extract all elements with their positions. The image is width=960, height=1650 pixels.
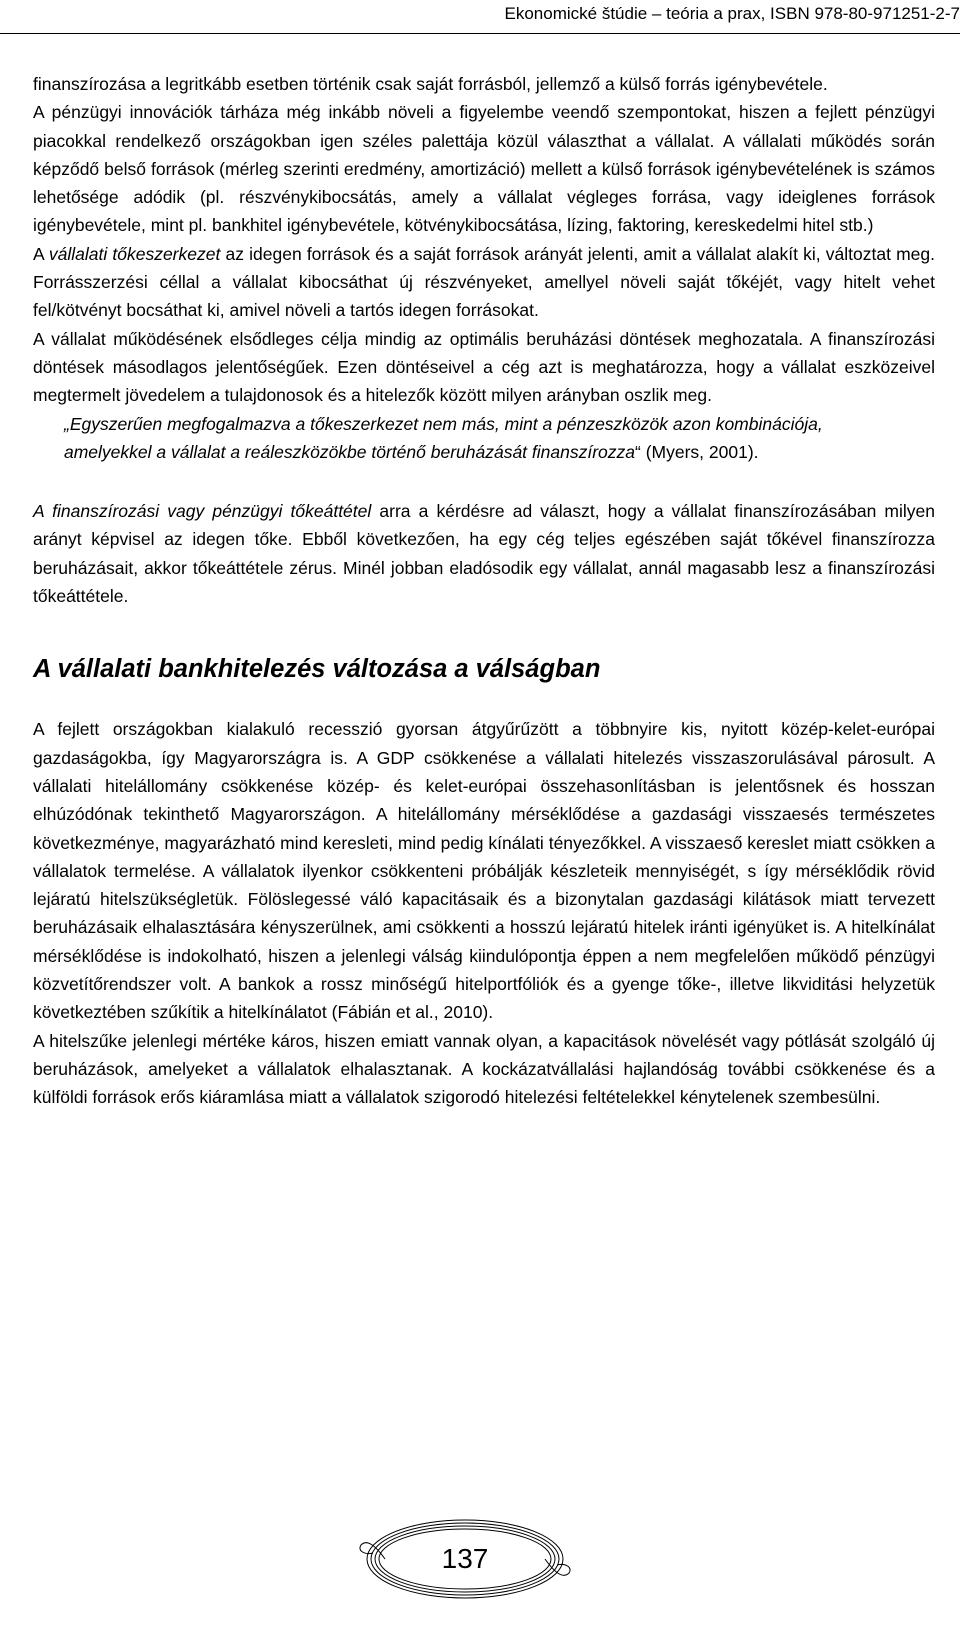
section-heading: A vállalati bankhitelezés változása a válságban	[33, 655, 601, 684]
block-quote	[33, 410, 935, 467]
page-content	[33, 70, 935, 1112]
page-number-badge	[355, 1515, 575, 1603]
emphasis: A finanszírozási vagy pénzügyi tőkeáttétel	[33, 501, 372, 522]
quote-citation: “ (Myers, 2001).	[635, 441, 759, 462]
paragraph: A fejlett országokban kialakuló recesszió gyorsan átgyűrűzött a többnyire kis, nyitott közép-kelet-európai gazdaságokba, így Magyarországra is. A GDP csökkenése a vállalati hitelezés visszaszorulásával párosult. A vállalati hitelállomány csökkenése közép- és kelet-európai összehasonlításban is jelentősnek és hosszan elhúzódónak tekinthető Magyarországon. A hitelállomány mérséklődése a gazdasági visszaesés természetes következménye, magyarázható mind keresleti, mind pedig kínálati tényezőkkel. A visszaeső kereslet miatt csökken a vállalatok termelése. A vállalatok ilyenkor csökkenteni próbálják készleteik mennyiségét, s így mérséklődik rövid lejáratú hitelszükségletük. Fölöslegessé váló kapacitásaik és a bizonytalan gazdasági kilátások miatt tervezett beruházásaik elhalasztására kényszerülnek, ami csökkenti a hosszú lejáratú hitelek iránti igényüket is. A hitelkínálat mérséklődése is indokolható, hiszen a jelenlegi válság kiindulópontja éppen a nem megfelelően működő pénzügyi közvetítőrendszer volt. A bankok a rossz minőségű hitelportfóliók és a gyenge tőke-, illetve likviditási helyzetük következtében szűkítik a hitelkínálatot (Fábián et al., 2010).	[33, 719, 935, 1023]
running-header: Ekonomické štúdie – teória a prax, ISBN 978-80-971251-2-7	[504, 4, 960, 23]
paragraph: A vállalat működésének elsődleges célja mindig az optimális beruházási döntések meghozatala. A finanszírozási döntések másodlagos jelentőségűek. Ezen döntéseivel a cég azt is meghatározza, hogy a vállalat eszközeivel megtermelt jövedelem a tulajdonosok és a hitelezők között milyen arányban oszlik meg.	[33, 328, 935, 406]
paragraph: A vállalati tőkeszerkezet az idegen források és a saját források arányát jelenti, amit a vállalat alakít ki, változtat meg. Forrásszerzési céllal a vállalat kibocsáthat új részvényeket, amellyel növeli saját tőkéjét, vagy hitelt vehet fel/kötvényt bocsáthat ki, amivel növeli a tartós idegen forrásokat.	[33, 243, 935, 321]
paragraph: A pénzügyi innovációk tárháza még inkább növeli a figyelembe veendő szempontokat, hiszen a fejlett pénzügyi piacokkal rendelkező országokban igen széles palettája közül választhat a vállalat. A vállalati működés során képződő belső források (mérleg szerinti eredmény, amortizáció) mellett a külső források igénybevételének is számos lehetősége adódik (pl. részvénykibocsátás, amely a vállalat végleges forrása, vagy ideiglenes források igénybevétele, mint pl. bankhitel igénybevétele, kötvénykibocsátása, lízing, faktoring, kereskedelmi hitel stb.)	[33, 102, 935, 236]
paragraph: A finanszírozási vagy pénzügyi tőkeáttétel arra a kérdésre ad választ, hogy a vállalat finanszírozásában milyen arányt képvisel az idegen tőke. Ebből következően, ha egy cég teljes egészében saját tőkével finanszírozza beruházásait, akkor tőkeáttétele zérus. Minél jobban eladósodik egy vállalat, annál magasabb lesz a finanszírozási tőkeáttétele.	[33, 501, 935, 607]
page-number: 137	[441, 1543, 489, 1574]
emphasis: vállalati tőkeszerkezet	[48, 243, 221, 264]
quote-text: „Egyszerűen megfogalmazva a tőkeszerkezet nem más, mint a pénzeszközök azon kombinációja, amelyekkel a vállalat a reáleszközökbe történő beruházását finanszírozza	[64, 413, 823, 462]
paragraph: A hitelszűke jelenlegi mértéke káros, hiszen emiatt vannak olyan, a kapacitások növelését vagy pótlását szolgáló új beruházások, amelyeket a vállalatok elhalasztanak. A kockázatvállalási hajlandóság további csökkenése és a külföldi források erős kiáramlása miatt a vállalatok szigorodó hitelezési feltételekkel kénytelenek szembesülni.	[33, 1030, 935, 1108]
header-divider	[0, 33, 960, 34]
spacer	[33, 466, 935, 497]
paragraph: finanszírozása a legritkább esetben történik csak saját forrásból, jellemző a külső forrás igénybevétele.	[33, 74, 828, 94]
